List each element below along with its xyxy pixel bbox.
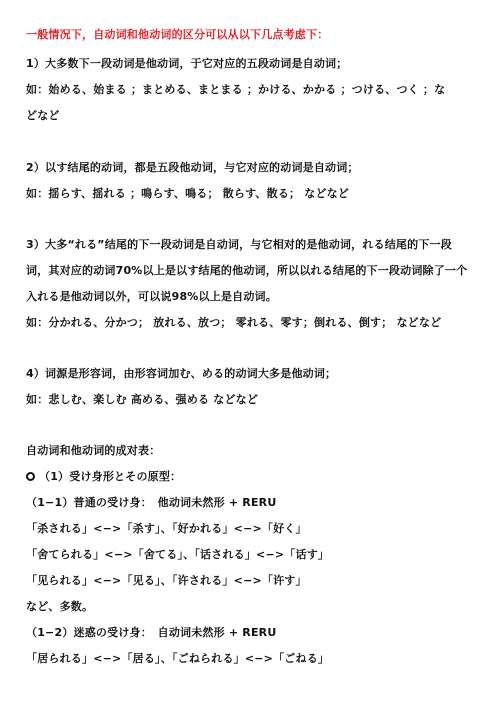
sub2-line1: 「居られる」<−>「居る」、「ごねられる」<−>「ごねる」 [26,652,330,665]
rule4-examples: 如：悲しむ、楽しむ 高める、强める などなど [26,393,259,406]
sub2-heading: （1−2）迷惑の受け身： 自动词未然形 + RERU [26,626,277,639]
rule4-heading: 4）词源是形容词，由形容词加む、める的动词大多是他动词； [26,367,337,380]
document-title: 一般情况下，自动词和他动词的区分可以从以下几点考虑下： [26,28,329,41]
circle-bullet-icon [26,472,35,481]
pair-table-title: 自动词和他动词的成对表： [26,444,161,457]
rule3-examples: 如：分かれる、分かつ； 放れる、放つ； 零れる、零す；倒れる、倒す； などなど [26,316,442,329]
rule1-examples-cont: どなど [26,109,60,122]
rule2-examples: 如：揺らす、揺れる ；鳴らす、鳴る； 散らす、散る； などなど [26,187,350,200]
section1-heading: （1）受け身形とその原型： [39,470,182,483]
rule3-heading: 3）大多“れる”结尾的下一段动词是自动词，与它相对的是他动词，れる结尾的下一段 [26,238,452,251]
sub1-line1: 「杀される」<−>「杀す」、「好かれる」<−>「好く」 [26,522,307,535]
sub1-heading: （1−1）普通の受け身： 他动词未然形 + RERU [26,496,277,509]
section1-heading-row [26,470,472,484]
sub1-line4: など、多数。 [26,600,94,613]
rule1-examples: 如：始める、始まる ；まとめる、まとまる ；かける、かかる ；つける、つく ；な [26,83,446,96]
rule3-heading-cont1: 词，其对应的动词70%以上是以す结尾的他动词，所以以れる结尾的下一段动词除了一个 [26,264,468,277]
rule3-heading-cont2: 入れる是他动词以外，可以说98%以上是自动词。 [26,290,277,303]
rule1-heading: 1）大多数下一段动词是他动词，于它对应的五段动词是自动词； [26,57,348,70]
sub1-line3: 「见られる」<−>「见る」、「许される」<−>「许す」 [26,574,307,587]
sub1-line2: 「舍てられる」<−>「舍てる」、「话される」<−>「话す」 [26,548,330,561]
rule2-heading: 2）以す结尾的动词，都是五段他动词，与它对应的动词是自动词； [26,161,359,174]
